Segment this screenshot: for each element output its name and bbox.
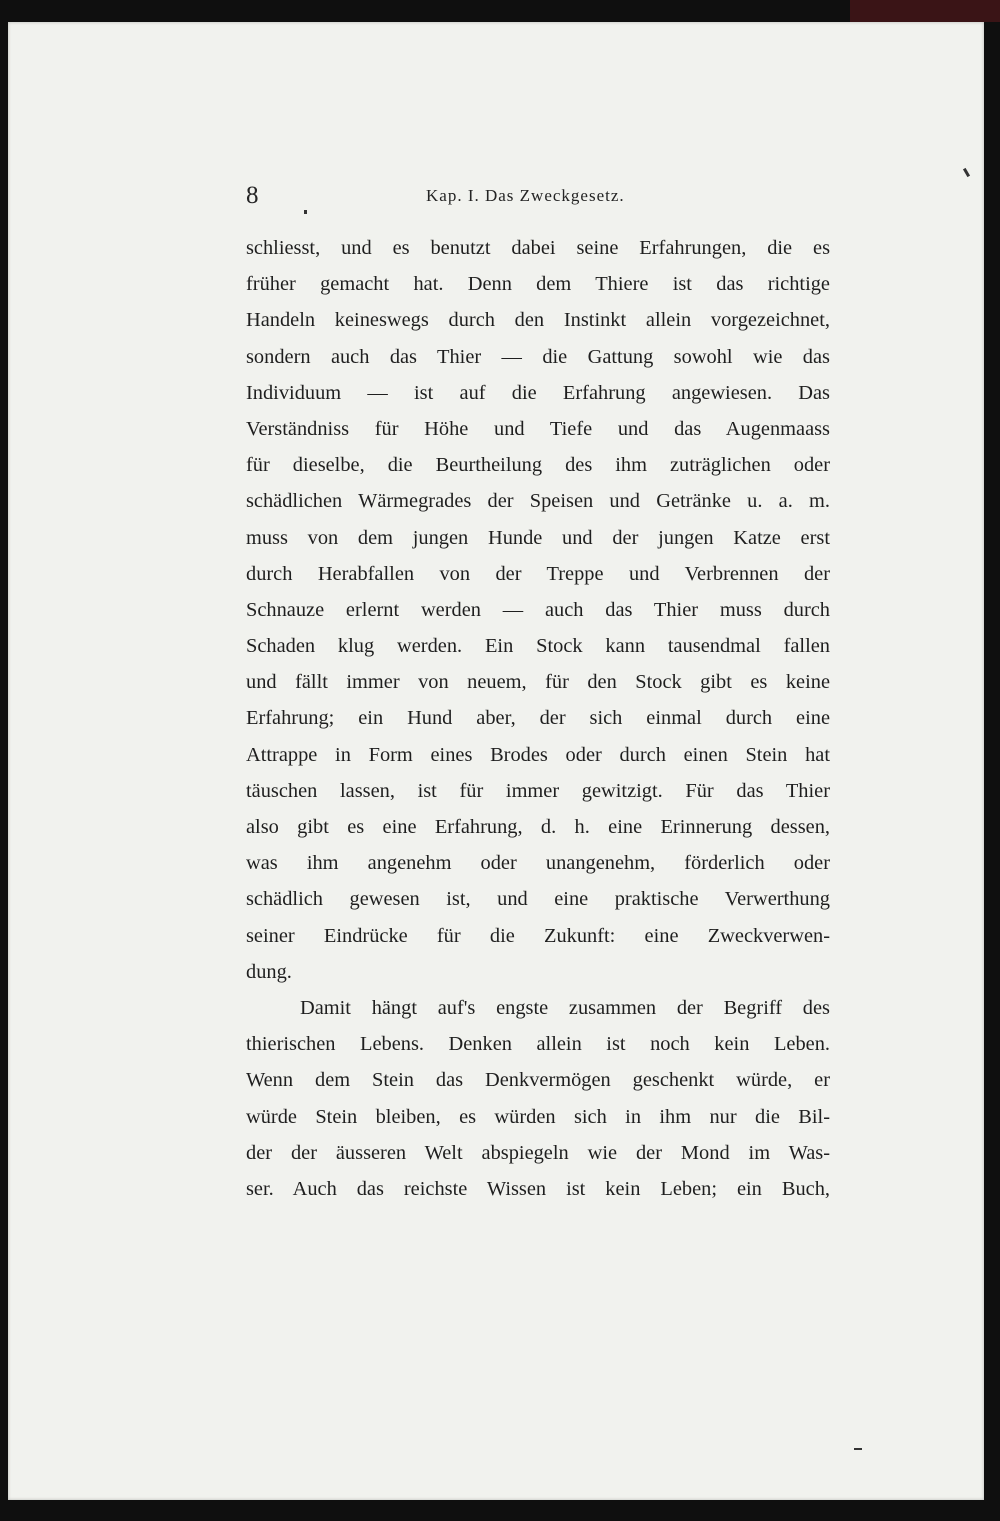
text-line: also gibt es eine Erfahrung, d. h. eine Erinnerung dessen, (246, 816, 830, 838)
text-line: schädlichen Wärmegrades der Speisen und Getränke u. a. m. (246, 490, 830, 513)
running-title: Kap. I. Das Zweckgesetz. (426, 186, 625, 205)
body-text (246, 230, 830, 1207)
text-line: der der äusseren Welt abspiegeln wie der Mond im Was- (246, 1141, 830, 1164)
text-line: muss von dem jungen Hunde und der jungen Katze erst (246, 526, 830, 549)
text-line: früher gemacht hat. Denn dem Thiere ist das richtige (246, 273, 830, 296)
text-line: schädlich gewesen ist, und eine praktische Verwerthung (246, 888, 830, 911)
text-line: Schaden klug werden. Ein Stock kann tausendmal fallen (246, 635, 830, 658)
text-line: dung. (246, 960, 292, 983)
text-line: Individuum — ist auf die Erfahrung angewiesen. Das (246, 381, 830, 404)
paper-speck (854, 1448, 862, 1450)
text-line: Attrappe in Form eines Brodes oder durch einen Stein hat (246, 743, 830, 766)
text-line: Handeln keineswegs durch den Instinkt allein vorgezeichnet, (246, 309, 830, 332)
text-line: thierischen Lebens. Denken allein ist noch kein Leben. (246, 1033, 830, 1056)
text-line: seiner Eindrücke für die Zukunft: eine Zweckverwen- (246, 924, 830, 947)
paper-speck (963, 168, 970, 177)
text-line: ser. Auch das reichste Wissen ist kein Leben; ein Buch, (246, 1177, 830, 1200)
text-line: für dieselbe, die Beurtheilung des ihm zuträglichen oder (246, 454, 830, 477)
running-header (246, 180, 836, 216)
text-line: Wenn dem Stein das Denkvermögen geschenkt würde, er (246, 1069, 830, 1092)
page-number: 8 (246, 182, 259, 209)
text-line: Verständniss für Höhe und Tiefe und das Augenmaass (246, 417, 830, 440)
text-line: Schnauze erlernt werden — auch das Thier muss durch (246, 598, 830, 621)
text-line: täuschen lassen, ist für immer gewitzigt. Für das Thier (246, 779, 830, 802)
text-line: würde Stein bleiben, es würden sich in ihm nur die Bil- (246, 1105, 830, 1128)
text-line: Erfahrung; ein Hund aber, der sich einmal durch eine (246, 707, 830, 730)
text-line: und fällt immer von neuem, für den Stock gibt es keine (246, 671, 830, 694)
text-line: schliesst, und es benutzt dabei seine Erfahrungen, die es (246, 237, 830, 259)
text-line: Damit hängt auf's engste zusammen der Begriff des (300, 996, 830, 1019)
text-line: sondern auch das Thier — die Gattung sowohl wie das (246, 345, 830, 368)
book-binding-edge (850, 0, 1000, 22)
text-line: was ihm angenehm oder unangenehm, förderlich oder (246, 852, 830, 875)
text-line: durch Herabfallen von der Treppe und Verbrennen der (246, 562, 830, 585)
